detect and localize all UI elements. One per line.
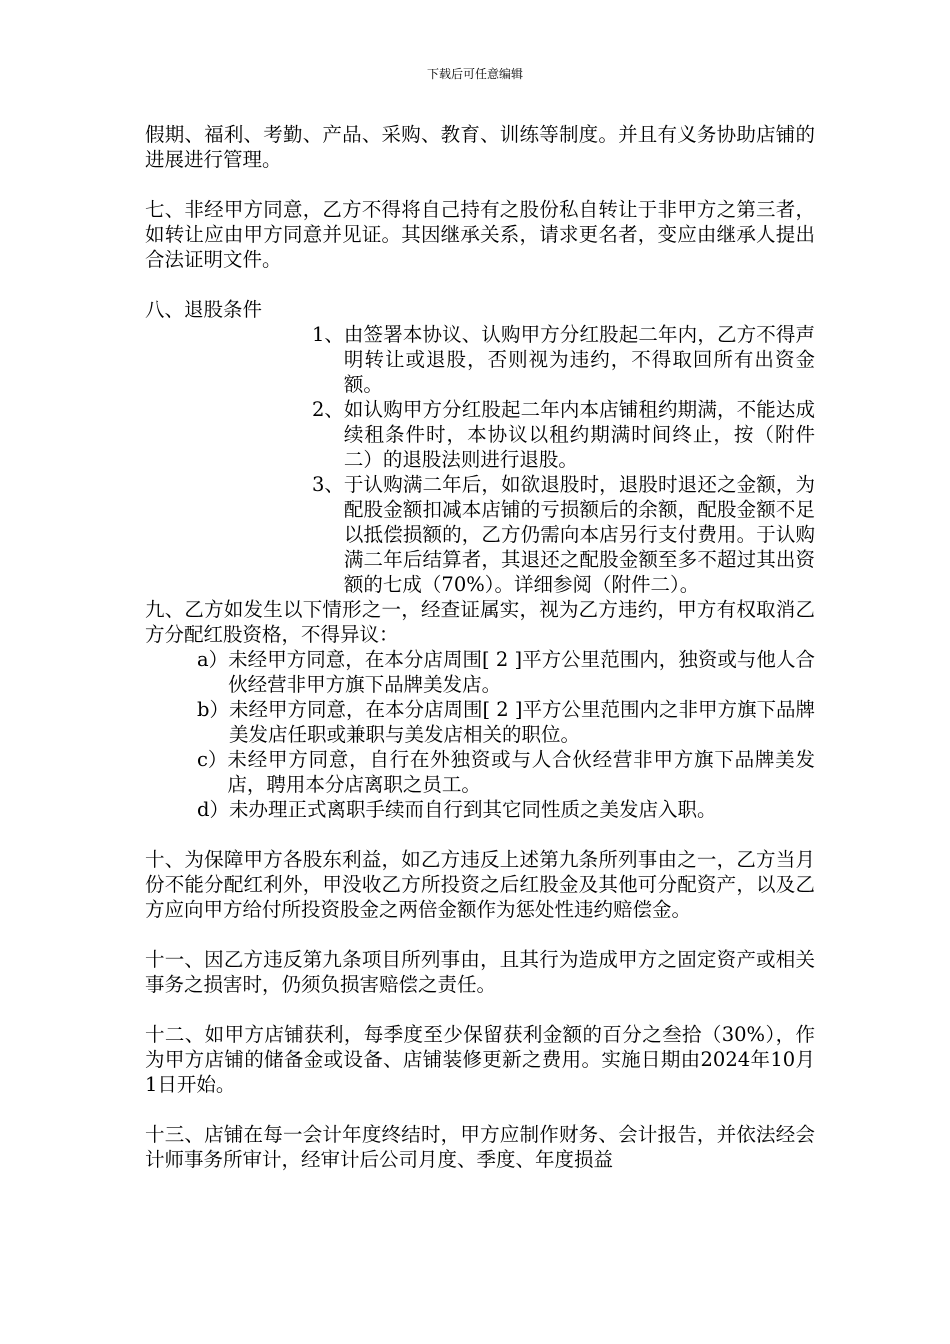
list-item-text: 由签署本协议、认购甲方分红股起二年内，乙方不得声明转让或退股，否则视为违约，不得取回所有出资金额。 (343, 323, 815, 396)
clause-9-list (197, 647, 815, 822)
list-item-text: 未办理正式离职手续而自行到其它同性质之美发店入职。 (228, 798, 717, 821)
list-item-text: 未经甲方同意，在本分店周围[ 2 ]平方公里范围内，独资或与他人合伙经营非甲方旗下品牌美发店。 (228, 648, 815, 696)
list-marker: b） (197, 698, 229, 721)
clause-10: 十、为保障甲方各股东利益，如乙方违反上述第九条所列事由之一，乙方当月份不能分配红利外，甲没收乙方所投资之后红股金及其他可分配资产，以及乙方应向甲方给付所投资股金之两倍金额作为惩处性违约赔偿金。 (145, 848, 815, 921)
clause-8-title: 八、退股条件 (145, 298, 263, 321)
paragraph-gap (145, 172, 815, 197)
paragraph-continued: 假期、福利、考勤、产品、采购、教育、训练等制度。并且有义务协助店铺的进展进行管理。 (145, 123, 815, 171)
clause-9: 九、乙方如发生以下情形之一，经查证属实，视为乙方违约，甲方有权取消乙方分配红股资格，不得异议： (145, 598, 815, 646)
list-item-text: 于认购满二年后，如欲退股时，退股时退还之金额，为配股金额扣减本店铺的亏损额后的余额，配股金额不足以抵偿损额的，乙方仍需向本店另行支付费用。于认购满二年后结算者，其退还之配股金额至多不超过其出资额的七成（70%）。详细参阅（附件二）。 (343, 473, 815, 596)
paragraph-gap (145, 997, 815, 1022)
clause-12: 十二、如甲方店铺获利，每季度至少保留获利金额的百分之叁拾（30%），作为甲方店铺的储备金或设备、店铺装修更新之费用。实施日期由2024年10月1日开始。 (145, 1023, 815, 1096)
list-marker: 3、 (312, 473, 344, 496)
list-marker: a） (197, 648, 229, 671)
list-marker: d） (197, 798, 229, 821)
paragraph-gap (145, 922, 815, 947)
list-item-text: 未经甲方同意，自行在外独资或与人合伙经营非甲方旗下品牌美发店，聘用本分店离职之员工。 (227, 748, 815, 796)
list-item (312, 472, 815, 597)
paragraph-gap (145, 1097, 815, 1122)
paragraph-gap (145, 272, 815, 297)
clause-11: 十一、因乙方违反第九条项目所列事由，且其行为造成甲方之固定资产或相关事务之损害时，仍须负损害赔偿之责任。 (145, 948, 815, 996)
list-item (312, 322, 815, 397)
list-item (197, 797, 815, 822)
list-marker: c） (197, 748, 228, 771)
list-item (312, 397, 815, 472)
clause-13: 十三、店铺在每一会计年度终结时，甲方应制作财务、会计报告，并依法经会计师事务所审计，经审计后公司月度、季度、年度损益 (145, 1123, 815, 1171)
list-marker: 1、 (312, 323, 344, 346)
page-header-note: 下载后可任意编辑 (426, 67, 523, 81)
clause-8-list (312, 322, 815, 597)
list-item (197, 697, 815, 747)
paragraph-gap (145, 822, 815, 847)
list-item-text: 如认购甲方分红股起二年内本店铺租约期满，不能达成续租条件时，本协议以租约期满时间终止，按（附件二）的退股法则进行退股。 (343, 398, 815, 471)
list-item (197, 747, 815, 797)
list-item-text: 未经甲方同意，在本分店周围[ 2 ]平方公里范围内之非甲方旗下品牌美发店任职或兼职与美发店相关的职位。 (228, 698, 816, 746)
clause-7: 七、非经甲方同意，乙方不得将自己持有之股份私自转让于非甲方之第三者，如转让应由甲方同意并见证。其因继承关系，请求更名者，变应由继承人提出合法证明文件。 (145, 198, 815, 271)
list-item (197, 647, 815, 697)
document-body (145, 122, 815, 1172)
list-marker: 2、 (312, 398, 344, 421)
